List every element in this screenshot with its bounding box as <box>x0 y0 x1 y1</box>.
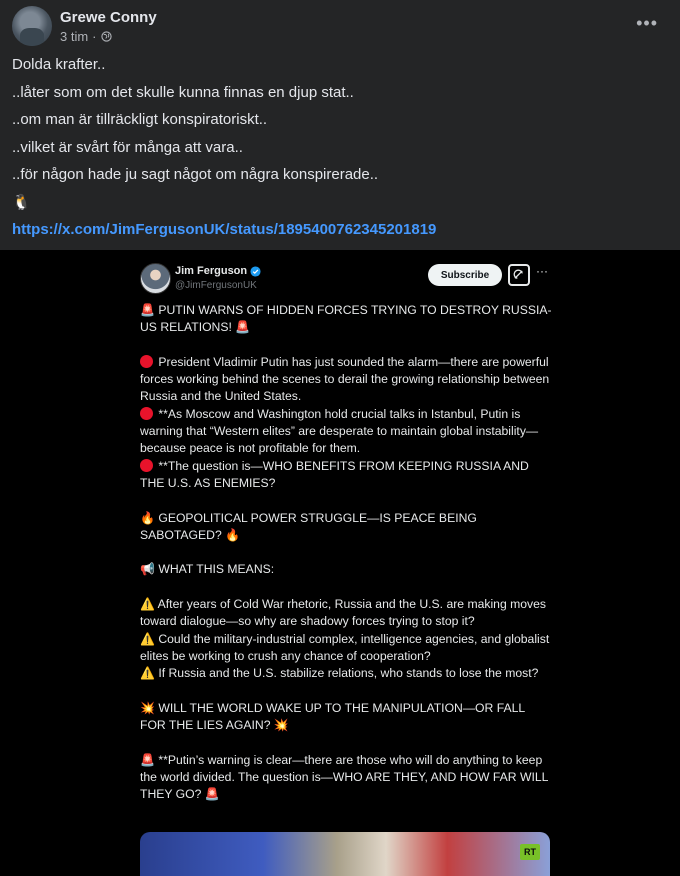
tweet-embed[interactable] <box>0 250 680 876</box>
tweet-paragraph-text: **Putin’s warning is clear—there are those who will do anything to keep the world divided. The question is—WHO ARE THEY, AND HOW FAR WILL THEY GO? <box>140 752 548 802</box>
rt-logo: RT <box>520 844 540 860</box>
emoji-icon: ⚠️ <box>140 597 155 612</box>
globe-icon <box>101 31 112 42</box>
paragraph-gap <box>140 683 552 700</box>
paragraph-gap <box>140 337 552 354</box>
tweet-paragraph-text: WHAT THIS MEANS: <box>154 562 275 577</box>
tweet-text <box>140 302 552 804</box>
red-circle-icon <box>140 459 153 472</box>
tweet-paragraph <box>140 700 552 735</box>
emoji-icon: 🚨 <box>204 787 220 802</box>
tweet-paragraph <box>140 596 552 631</box>
tweet-paragraph-text: GEOPOLITICAL POWER STRUGGLE—IS PEACE BEING SABOTAGED? <box>140 510 477 542</box>
post-line: ..vilket är svårt för många att vara.. <box>12 138 243 156</box>
tweet-paragraph-text: PUTIN WARNS OF HIDDEN FORCES TRYING TO DESTROY RUSSIA-US RELATIONS! <box>140 303 552 335</box>
post-time[interactable]: 3 tim <box>60 29 89 44</box>
tweet-paragraph <box>140 631 552 666</box>
tweet-paragraph-text: President Vladimir Putin has just sounded the alarm—there are powerful forces working behind the scenes to derail the growing relationship between Russia and the United States. <box>140 354 550 404</box>
tweet-paragraph-text: **The question is—WHO BENEFITS FROM KEEPING RUSSIA AND THE U.S. AS ENEMIES? <box>140 458 529 490</box>
tweet-paragraph-text: WILL THE WORLD WAKE UP TO THE MANIPULATION—OR FALL FOR THE LIES AGAIN? <box>140 700 525 733</box>
emoji-icon: 🔥 <box>225 527 241 542</box>
emoji-icon: 💥 <box>140 700 155 715</box>
tweet-media-image[interactable] <box>140 832 550 876</box>
post-link[interactable]: https://x.com/JimFergusonUK/status/1895400762345201819 <box>12 221 437 238</box>
tweet-handle[interactable]: @JimFergusonUK <box>175 280 257 291</box>
emoji-icon: ⚠️ <box>140 631 155 646</box>
tweet-author-name: Jim Ferguson <box>175 265 248 277</box>
meta-separator: · <box>92 29 97 44</box>
penguin-emoji: 🐧 <box>12 193 31 211</box>
paragraph-gap <box>140 544 552 561</box>
emoji-icon: 🚨 <box>140 303 155 317</box>
subscribe-button[interactable]: Subscribe <box>428 264 502 286</box>
post-meta <box>60 29 112 44</box>
tweet-paragraph <box>140 510 552 545</box>
emoji-icon: 🚨 <box>235 320 251 335</box>
emoji-icon: 💥 <box>273 718 289 733</box>
post-line: ..för någon hade ju sagt något om några konspirerade.. <box>12 166 379 184</box>
post-body <box>12 56 668 220</box>
tweet-paragraph-text: If Russia and the U.S. stabilize relations, who stands to lose the most? <box>154 666 539 681</box>
grok-icon[interactable] <box>508 264 530 286</box>
tweet-more-icon[interactable]: ··· <box>536 264 548 278</box>
emoji-icon: ⚠️ <box>140 666 155 681</box>
tweet-paragraph-text: Could the military-industrial complex, intelligence agencies, and globalist elites be working to crush any chance of cooperation? <box>140 631 550 663</box>
paragraph-gap <box>140 492 552 509</box>
tweet-paragraph <box>140 354 552 406</box>
emoji-icon: 🔥 <box>140 510 155 525</box>
paragraph-gap <box>140 579 552 596</box>
emoji-icon: 📢 <box>140 562 155 577</box>
tweet-paragraph <box>140 561 552 578</box>
tweet-paragraph-text: After years of Cold War rhetoric, Russia and the U.S. are making moves toward dialogue—so why are shadowy forces trying to stop it? <box>140 597 547 629</box>
post-line: Dolda krafter.. <box>12 56 106 73</box>
post-line: ..om man är tillräckligt konspiratoriskt.. <box>12 111 268 129</box>
post-header <box>0 0 680 52</box>
tweet-paragraph <box>140 302 552 337</box>
red-circle-icon <box>140 355 153 368</box>
author-name[interactable]: Grewe Conny <box>60 9 157 26</box>
red-circle-icon <box>140 407 153 420</box>
tweet-author[interactable] <box>175 265 261 277</box>
author-avatar[interactable] <box>12 6 52 46</box>
verified-badge-icon <box>250 266 261 277</box>
paragraph-gap <box>140 734 552 751</box>
tweet-paragraph <box>140 406 552 458</box>
more-options-icon[interactable]: ••• <box>636 13 658 33</box>
tweet-paragraph <box>140 458 552 493</box>
tweet-avatar[interactable] <box>140 263 171 294</box>
emoji-icon: 🚨 <box>140 752 155 767</box>
post-line: ..låter som om det skulle kunna finnas en djup stat.. <box>12 83 354 101</box>
tweet-paragraph <box>140 752 552 804</box>
tweet-paragraph <box>140 665 552 682</box>
tweet-paragraph-text: **As Moscow and Washington hold crucial talks in Istanbul, Putin is warning that “Western elites” are desperate to maintain global instability—because peace is not profitable for them. <box>140 406 539 456</box>
